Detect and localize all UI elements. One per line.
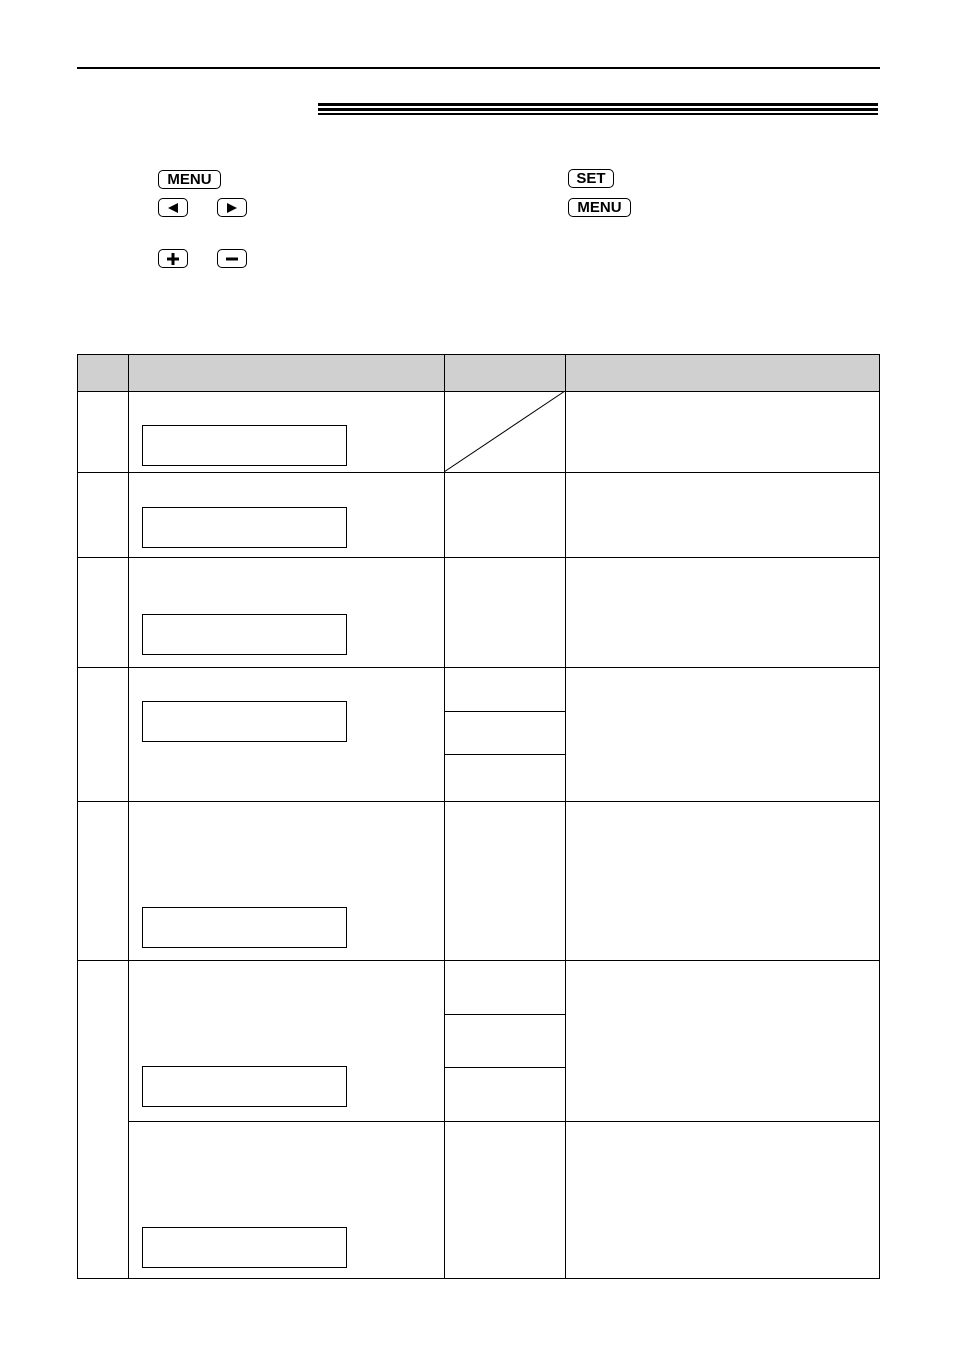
title-rule-lines xyxy=(318,103,878,115)
minus-icon xyxy=(225,252,239,266)
setting-sub-divider xyxy=(444,1014,565,1015)
plus-icon xyxy=(166,252,180,266)
lcd-display xyxy=(142,614,347,655)
column-divider xyxy=(444,355,445,1278)
table-header xyxy=(78,355,879,392)
column-divider xyxy=(565,355,566,1278)
row-divider xyxy=(78,667,879,668)
lcd-display xyxy=(142,701,347,742)
menu-key-label: MENU xyxy=(577,199,622,216)
set-key-label: SET xyxy=(576,170,606,187)
left-arrow-key xyxy=(158,198,188,217)
column-divider xyxy=(128,355,129,1278)
plus-key xyxy=(158,249,188,268)
right-triangle-icon xyxy=(227,203,237,213)
setting-sub-divider xyxy=(444,1067,565,1068)
left-triangle-icon xyxy=(168,203,178,213)
lcd-display xyxy=(142,1227,347,1268)
minus-key xyxy=(217,249,247,268)
right-arrow-key xyxy=(217,198,247,217)
lcd-display xyxy=(142,425,347,466)
lcd-display xyxy=(142,907,347,948)
set-key xyxy=(568,169,614,188)
setting-sub-divider xyxy=(444,711,565,712)
row-divider xyxy=(78,960,879,961)
menu-key-secondary xyxy=(568,198,631,217)
feature-table xyxy=(77,354,880,1279)
lcd-display xyxy=(142,1066,347,1107)
not-applicable-slash xyxy=(444,391,566,473)
top-rule xyxy=(77,67,880,69)
lcd-display xyxy=(142,507,347,548)
menu-key xyxy=(158,170,221,189)
menu-key-label: MENU xyxy=(167,171,212,188)
row-divider xyxy=(78,557,879,558)
row-divider xyxy=(128,1121,879,1122)
setting-sub-divider xyxy=(444,754,565,755)
row-divider xyxy=(78,801,879,802)
